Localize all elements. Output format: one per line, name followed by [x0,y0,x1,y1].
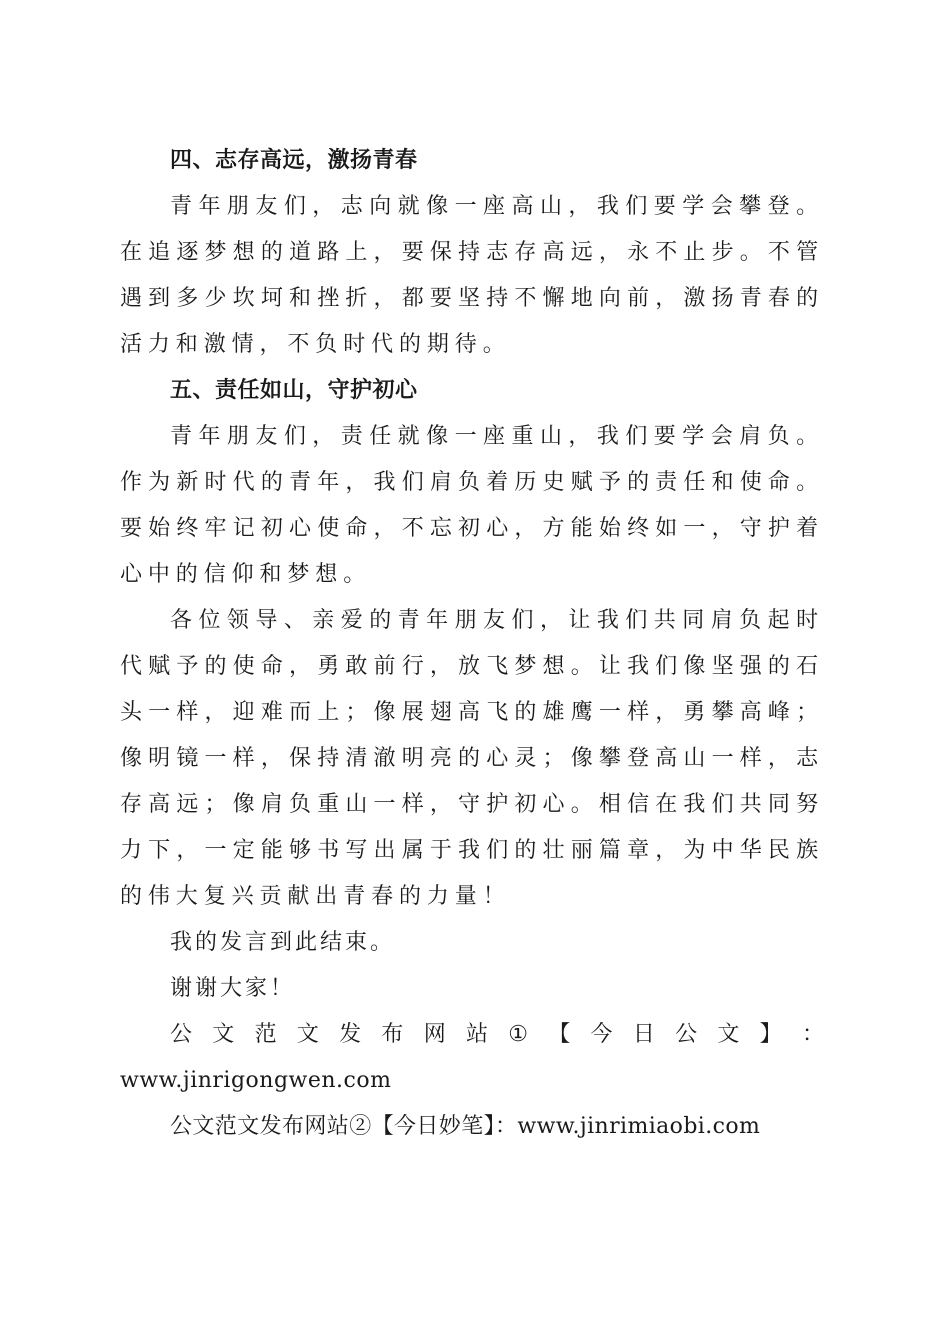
thanks-line: 谢谢大家！ [170,976,296,1001]
section-paragraph-4: 青年朋友们，志向就像一座高山，我们要学会攀登。在追逐梦想的道路上，要保持志存高远，永不止步。不管遇到多少坎坷和挫折，都要坚持不懈地向前，激扬青春的活力和激情，不负时代的期待。 [120,194,824,357]
closing-paragraph: 各位领导、亲爱的青年朋友们，让我们共同肩负起时代赋予的使命，勇敢前行，放飞梦想。让我们像坚强的石头一样，迎难而上；像展翅高飞的雄鹰一样，勇攀高峰；像明镜一样，保持清澈明亮的心灵；像攀登高山一样，志存高远；像肩负重山一样，守护初心。相信在我们共同努力下，一定能够书写出属于我们的壮丽篇章，为中华民族的伟大复兴贡献出青春的力量！ [120,608,824,909]
section-heading-4: 四、志存高远，激扬青春 [170,148,418,173]
end-line: 我的发言到此结束。 [170,930,396,955]
website-1-url[interactable]: www.jinrigongwen.com [120,1068,392,1093]
section-heading-5: 五、责任如山，守护初心 [170,378,418,403]
document-page [120,138,824,1150]
website-1 [120,1012,824,1104]
section-paragraph-5: 青年朋友们，责任就像一座重山，我们要学会肩负。作为新时代的青年，我们肩负着历史赋予的责任和使命。要始终牢记初心使命，不忘初心，方能始终如一，守护着心中的信仰和梦想。 [120,424,824,587]
website-1-label: 公 文 范 文 发 布 网 站 ① 【 今 日 公 文 】 ： [170,1022,824,1047]
website-2[interactable]: 公文范文发布网站②【今日妙笔】：www.jinrimiaobi.com [170,1114,761,1139]
